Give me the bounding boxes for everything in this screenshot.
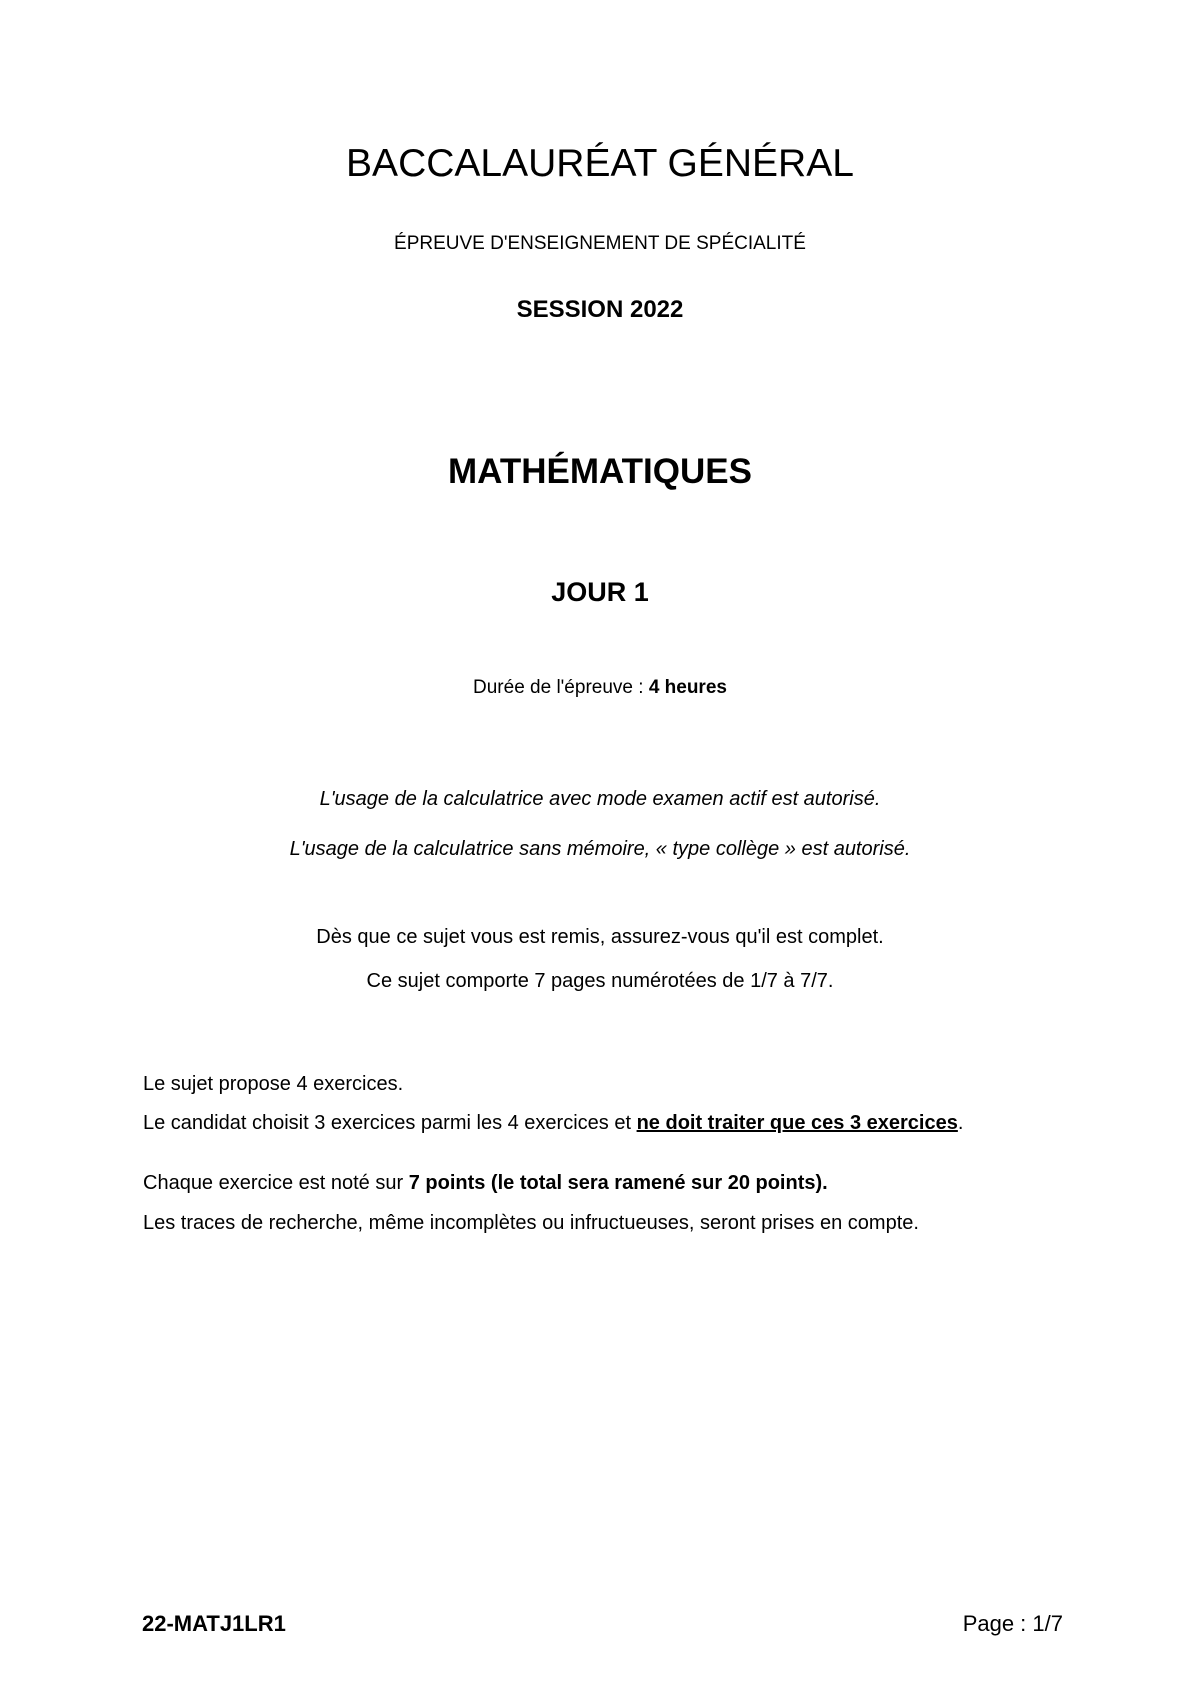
subject-title: MATHÉMATIQUES	[448, 452, 752, 491]
instruction-grading-emphasis: 7 points (le total sera ramené sur 20 points).	[408, 1172, 828, 1194]
page-number: Page : 1/7	[962, 1611, 1063, 1636]
duration-value: 4 heures	[648, 677, 727, 698]
page-count-note: Ce sujet comporte 7 pages numérotées de 1/7 à 7/7.	[366, 970, 834, 992]
instruction-exercise-choice	[143, 1112, 963, 1135]
instruction-exercise-count: Le sujet propose 4 exercices.	[143, 1073, 404, 1095]
instruction-grading	[143, 1172, 828, 1195]
exam-title: BACCALAURÉAT GÉNÉRAL	[346, 142, 854, 185]
instruction-choice-suffix: .	[957, 1112, 964, 1134]
duration-line	[0, 677, 1200, 699]
day-label: JOUR 1	[551, 577, 649, 607]
instruction-choice-emphasis: ne doit traiter que ces 3 exercices	[636, 1112, 958, 1134]
exam-subtitle: ÉPREUVE D'ENSEIGNEMENT DE SPÉCIALITÉ	[394, 233, 806, 254]
session-label: SESSION 2022	[516, 296, 684, 323]
exam-code: 22-MATJ1LR1	[142, 1611, 286, 1636]
instruction-research-traces: Les traces de recherche, même incomplètes ou infructueuses, seront prises en compte.	[143, 1212, 919, 1234]
instruction-choice-text: Le candidat choisit 3 exercices parmi les 4 exercices et	[143, 1112, 637, 1134]
completeness-check: Dès que ce sujet vous est remis, assurez-vous qu'il est complet.	[316, 926, 884, 948]
duration-label: Durée de l'épreuve :	[473, 677, 649, 698]
calculator-rule-1: L'usage de la calculatrice avec mode examen actif est autorisé.	[319, 788, 881, 810]
instruction-grading-text: Chaque exercice est noté sur	[143, 1172, 409, 1194]
calculator-rule-2: L'usage de la calculatrice sans mémoire, « type collège » est autorisé.	[289, 838, 911, 860]
